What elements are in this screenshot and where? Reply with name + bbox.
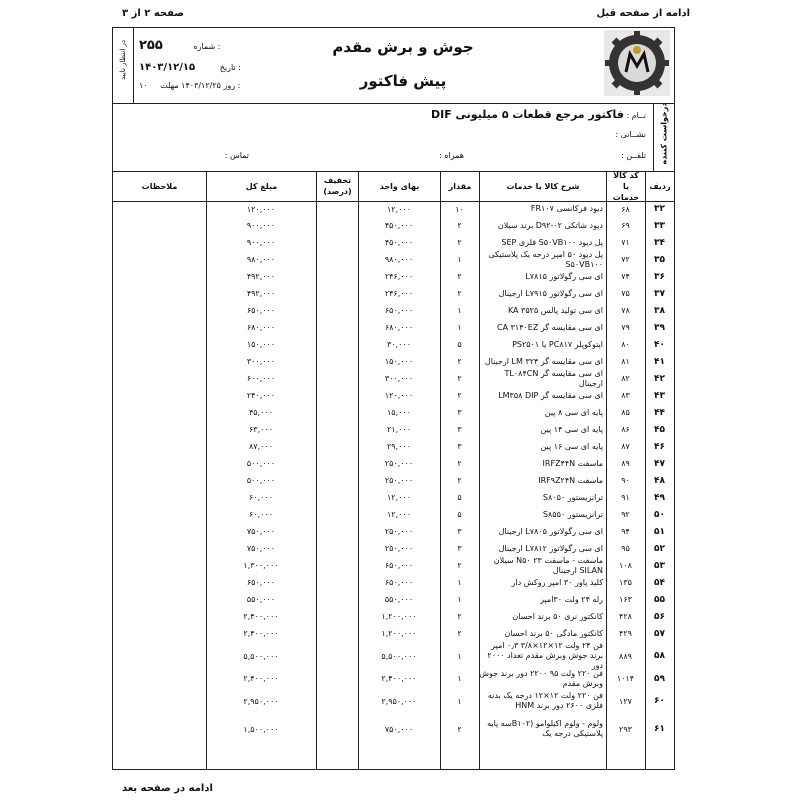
date-value: ۱۴۰۳/۱۲/۱۵ [139, 62, 196, 73]
cell-qty: ۲ [457, 221, 462, 230]
cell-row: ۴۴ [654, 407, 665, 418]
cell-desc: پایه ای سی ۱۴ پین [540, 424, 603, 434]
deadline-value: ۱۰ روز ۱۴۰۳/۱۲/۲۵ [139, 81, 236, 90]
cell-row: ۵۴ [654, 577, 665, 588]
cell-qty: ۲ [457, 289, 462, 298]
cell-code: ۹۵ [621, 544, 630, 553]
table-row [113, 540, 674, 557]
continued-from-label: ادامه از صفحه قبل [596, 8, 690, 19]
page-number: صفحه ۲ از ۳ [122, 8, 184, 19]
cell-total: ۱۲۰,۰۰۰ [246, 204, 276, 214]
cell-qty: ۳ [457, 408, 462, 417]
cell-code: ۹۱ [621, 493, 630, 502]
cell-qty: ۵ [457, 510, 462, 519]
cell-total: ۶۵۰,۰۰۰ [246, 578, 276, 587]
cell-desc: ماسفت IRFZ۴۴N [542, 458, 603, 468]
cell-code: ۸۳ [621, 391, 630, 400]
cell-total: ۲,۴۰۰,۰۰۰ [243, 612, 279, 621]
cell-row: ۵۳ [654, 560, 665, 571]
cell-qty: ۲ [457, 476, 462, 485]
cell-total: ۵۰۰,۰۰۰ [246, 476, 276, 485]
cell-code: ۷۲ [621, 255, 630, 264]
cell-qty: ۱ [457, 306, 462, 315]
customer-name-field [431, 108, 646, 121]
cell-unit: ۲۵۰,۰۰۰ [384, 527, 414, 536]
cell-qty: ۲ [457, 629, 462, 638]
header-description: شرح کالا یا خدمات [479, 171, 606, 201]
cell-desc: ای سی مقایسه گر CA ۳۱۴۰EZ [497, 322, 603, 332]
cell-row: ۴۹ [654, 492, 665, 503]
table-row [113, 489, 674, 506]
cell-code: ۱۳۵ [619, 578, 632, 587]
cell-row: ۵۲ [654, 543, 665, 554]
phone-field [621, 151, 646, 160]
contact-field [225, 151, 249, 160]
cell-unit: ۱۲,۰۰۰ [386, 510, 412, 519]
cell-qty: ۱ [457, 255, 462, 264]
invoice-header [113, 28, 674, 104]
table-row [113, 319, 674, 336]
customer-section [113, 103, 674, 172]
cell-desc: ترانزیستور S۸۵۵۰ [542, 509, 603, 519]
table-row [113, 234, 674, 251]
cell-qty: ۳ [457, 527, 462, 536]
cell-row: ۵۵ [654, 594, 665, 605]
cell-row: ۴۱ [654, 356, 665, 367]
cell-total: ۴۹۲,۰۰۰ [246, 289, 276, 298]
table-row [113, 670, 674, 687]
cell-desc: ای سی رگولاتور L۷۸۱۲ ارجینال [498, 543, 603, 553]
header-code: کد کالا یا خدمات [606, 171, 645, 201]
cell-code: ۸۹ [621, 459, 630, 468]
cell-code: ۸۸۹ [619, 651, 632, 661]
cell-code: ۹۴ [621, 527, 630, 536]
cell-unit: ۲,۴۰۰,۰۰۰ [381, 674, 417, 683]
cell-desc: ای سی رگولاتور L۷۹۱۵ ارجینال [498, 288, 603, 298]
cell-unit: ۶۵۰,۰۰۰ [384, 306, 414, 315]
cell-unit: ۲۹,۰۰۰ [386, 442, 412, 451]
cell-row: ۵۷ [654, 628, 665, 639]
cell-row: ۳۹ [654, 322, 665, 333]
cell-row: ۴۸ [654, 475, 665, 486]
cell-desc: کلید پاور ۳۰ امپر روکش دار [511, 577, 603, 587]
cell-unit: ۷۵۰,۰۰۰ [384, 724, 414, 734]
cell-row: ۳۶ [654, 271, 665, 282]
cell-qty: ۵ [457, 493, 462, 502]
cell-desc: کانکتور مادگی ۵۰ برند احسان [504, 628, 603, 638]
cell-row: ۴۰ [654, 339, 665, 350]
cell-qty: ۱۰ [455, 204, 464, 214]
cell-total: ۶۰,۰۰۰ [248, 510, 274, 519]
cell-code: ۱۶۳ [619, 595, 632, 604]
cell-row: ۴۶ [654, 441, 665, 452]
cell-code: ۹۰ [621, 476, 630, 485]
cell-qty: ۳ [457, 442, 462, 451]
cell-desc: کانکتور نری ۵۰ برند احسان [512, 611, 603, 621]
cell-row: ۳۳ [654, 220, 665, 231]
cell-total: ۹۰۰,۰۰۰ [246, 221, 276, 230]
header-discount: تخفیف (درصد) [316, 171, 358, 201]
name-label: نــام : [626, 111, 646, 120]
cell-total: ۳۰۰,۰۰۰ [246, 357, 276, 366]
cell-code: ۷۹ [621, 323, 630, 332]
cell-row: ۵۰ [654, 509, 665, 520]
date-field [139, 62, 241, 73]
cell-unit: ۱,۲۰۰,۰۰۰ [381, 612, 417, 621]
cell-unit: ۴۵۰,۰۰۰ [384, 238, 414, 247]
header-row: ردیف [645, 171, 674, 201]
cell-row: ۴۳ [654, 390, 665, 401]
cell-row: ۴۷ [654, 458, 665, 469]
cell-desc: ای سی تولید پالس KA ۳۵۲۵ [507, 305, 603, 315]
cell-desc: فن ۲۴ ولت ۱۲×۱۲×۳/۸ ۰٫۳ امپر برند جوش وبرش مقدم تعداد ۲۰۰۰ دور [487, 641, 603, 670]
mobile-field [439, 151, 464, 160]
cell-total: ۱۵۰,۰۰۰ [246, 340, 276, 349]
cell-qty: ۲ [457, 238, 462, 247]
cell-total: ۲,۴۰۰,۰۰۰ [243, 629, 279, 638]
table-row [113, 217, 674, 234]
cell-qty: ۱ [457, 674, 462, 683]
cell-desc: ماسفت IRF۹Z۲۴N [538, 475, 603, 485]
cell-unit: ۱۵۰,۰۰۰ [384, 357, 414, 366]
cell-total: ۲,۹۵۰,۰۰۰ [243, 696, 279, 706]
phone-label: تلفــن : [621, 151, 646, 160]
cell-unit: ۱۲,۰۰۰ [386, 204, 412, 214]
table-row [113, 642, 674, 670]
cell-desc: دیود شاتکی D۹۲-۰۲ برند سیلان [497, 220, 603, 230]
cell-unit: ۵۵۰,۰۰۰ [384, 595, 414, 604]
header-notes: ملاحظات [141, 181, 178, 191]
cell-qty: ۲ [457, 391, 462, 400]
cell-qty: ۲ [457, 357, 462, 366]
cell-total: ۶۸۰,۰۰۰ [246, 323, 276, 332]
cell-code: ۸۵ [621, 408, 630, 417]
cell-code: ۷۱ [621, 238, 630, 247]
cell-unit: ۴۵۰,۰۰۰ [384, 221, 414, 230]
deadline-label: مهلت : [160, 81, 241, 90]
address-field [615, 130, 646, 139]
table-row [113, 574, 674, 591]
cell-code: ۴۲۹ [619, 629, 632, 638]
cell-desc: ای سی مقایسه گر LM۳۵۸ DIP [498, 390, 603, 400]
cell-code: ۸۶ [621, 425, 630, 434]
table-row [113, 472, 674, 489]
cell-desc: فن ۲۲۰ ولت ۹۵ ۲۲۰۰ دور برند جوش وبرش مقدم [479, 668, 603, 688]
cell-desc: پایه ای سی ۸ پین [544, 407, 603, 417]
contact-label: تماس : [224, 151, 249, 160]
cell-unit: ۱۲۰,۰۰۰ [384, 391, 414, 400]
cell-code: ۱۰۸ [619, 561, 632, 570]
cell-qty: ۱ [457, 651, 462, 661]
cell-unit: ۵,۵۰۰,۰۰۰ [381, 651, 417, 661]
cell-total: ۱,۵۰۰,۰۰۰ [243, 724, 279, 734]
cell-code: ۲۹۳ [619, 724, 632, 734]
cell-row: ۵۶ [654, 611, 665, 622]
header-unit-price: بهای واحد [358, 171, 440, 201]
cell-code: ۴۲۸ [619, 612, 632, 621]
cell-total: ۵,۵۰۰,۰۰۰ [243, 651, 279, 661]
cell-code: ۶۸ [621, 204, 630, 214]
cell-qty: ۲ [457, 561, 462, 570]
cell-row: ۴۵ [654, 424, 665, 435]
cell-total: ۶۰۰,۰۰۰ [246, 374, 276, 383]
cell-code: ۸۷ [621, 442, 630, 451]
name-value: فاکتور مرجع قطعات ۵ میلیونی DIF [430, 108, 624, 121]
cell-desc: رله ۲۴ ولت ۳۰امپر [540, 594, 603, 604]
cell-unit: ۱۲,۰۰۰ [386, 493, 412, 502]
table-row [113, 387, 674, 404]
cell-unit: ۲۵۰,۰۰۰ [384, 476, 414, 485]
cell-code: ۶۹ [621, 221, 630, 230]
cell-code: ۷۴ [621, 272, 630, 281]
number-label: شماره : [193, 42, 221, 51]
cell-desc: اپتوکوپلر PC۸۱۷ یا PS۲۵۰۱ [512, 339, 603, 349]
table-row [113, 421, 674, 438]
cell-row: ۳۷ [654, 288, 665, 299]
cell-total: ۴۹۲,۰۰۰ [246, 272, 276, 281]
cell-code: ۸۲ [621, 374, 630, 383]
cell-unit: ۲۵۰,۰۰۰ [384, 459, 414, 468]
table-row [113, 201, 674, 217]
mobile-label: همراه : [439, 151, 464, 160]
cell-row: ۶۱ [654, 724, 665, 734]
cell-total: ۹۸۰,۰۰۰ [246, 255, 276, 264]
company-name: جوش و برش مقدم [332, 38, 474, 56]
cell-row: ۳۵ [654, 254, 665, 265]
cell-total: ۹۰۰,۰۰۰ [246, 238, 276, 247]
cell-desc: ولوم - ولوم اکیلوامو (B۱۰۲سه پایه پلاستیکی درجه یک [487, 719, 603, 738]
cell-total: ۵۰۰,۰۰۰ [246, 459, 276, 468]
cell-row: ۶۰ [654, 696, 665, 706]
cell-qty: ۳ [457, 544, 462, 553]
cell-total: ۲,۴۰۰,۰۰۰ [243, 674, 279, 683]
cell-qty: ۲ [457, 724, 462, 734]
cell-unit: ۱۵,۰۰۰ [386, 408, 412, 417]
cell-row: ۳۲ [654, 204, 665, 214]
cell-total: ۶۳,۰۰۰ [248, 425, 274, 434]
cell-unit: ۳۰۰,۰۰۰ [384, 374, 414, 383]
table-row [113, 438, 674, 455]
cell-total: ۷۵۰,۰۰۰ [246, 544, 276, 553]
company-logo-icon [604, 30, 670, 96]
table-row [113, 687, 674, 715]
cell-code: ۷۸ [621, 306, 630, 315]
cell-unit: ۳۰,۰۰۰ [386, 340, 412, 349]
cell-qty: ۲ [457, 612, 462, 621]
cell-desc: ای سی مقایسه گر TL۰۸۴CN ارجینال [504, 368, 603, 388]
table-row [113, 302, 674, 319]
cell-total: ۱,۳۰۰,۰۰۰ [243, 561, 279, 570]
customer-side-label: درخواست کننده [653, 103, 674, 171]
cell-total: ۵۵۰,۰۰۰ [246, 595, 276, 604]
cell-code: ۱۲۷ [619, 696, 632, 706]
cell-total: ۶۵۰,۰۰۰ [246, 306, 276, 315]
cell-total: ۴۵,۰۰۰ [248, 408, 274, 417]
table-row [113, 404, 674, 421]
cell-code: ۱۰۱۴ [616, 674, 635, 683]
cell-desc: ترانزیستور S۸۰۵۰ [542, 492, 603, 502]
table-row [113, 353, 674, 370]
cell-code: ۷۵ [621, 289, 630, 298]
document-title: پیش فاکتور [359, 72, 447, 90]
table-row [113, 523, 674, 540]
table-row [113, 557, 674, 574]
approval-stamp: در انتظار تایید [113, 28, 134, 103]
cell-unit: ۶۵۰,۰۰۰ [384, 578, 414, 587]
cell-unit: ۱,۲۰۰,۰۰۰ [381, 629, 417, 638]
cell-total: ۲۴۰,۰۰۰ [246, 391, 276, 400]
cell-unit: ۶۵۰,۰۰۰ [384, 561, 414, 570]
cell-unit: ۹۸۰,۰۰۰ [384, 255, 414, 264]
date-label: تاریخ : [219, 63, 241, 72]
cell-qty: ۵ [457, 340, 462, 349]
cell-desc: فن ۲۲۰ ولت ۱۲×۱۲ درجه یک بدنه فلزی ۲۶۰۰ دور برند HNM [487, 691, 603, 710]
address-label: نشــانی : [615, 130, 646, 139]
table-row [113, 715, 674, 743]
cell-qty: ۱ [457, 323, 462, 332]
table-row [113, 336, 674, 353]
cell-unit: ۲۱,۰۰۰ [386, 425, 412, 434]
items-table-header [113, 171, 674, 202]
cell-desc: ای سی مقایسه گر ۳۲۴ LM ارجینال [484, 356, 603, 366]
cell-desc: ای سی رگولاتور L۷۸۰۵ ارجینال [498, 526, 603, 536]
cell-total: ۷۵۰,۰۰۰ [246, 527, 276, 536]
cell-desc: پل دیود ۵۰ امپر درجه یک پلاستیکی S۵۰VB۱۰۰ [488, 249, 603, 269]
cell-desc: پایه ای سی ۱۶ پین [540, 441, 603, 451]
table-row [113, 591, 674, 608]
cell-code: ۸۰ [621, 340, 630, 349]
continued-to-label: ادامه در صفحه بعد [122, 783, 213, 794]
cell-unit: ۲,۹۵۰,۰۰۰ [381, 696, 417, 706]
cell-desc: پل دیود S۵۰VB۱۰۰ فلزی SEP [501, 237, 603, 247]
table-row [113, 370, 674, 387]
cell-qty: ۲ [457, 272, 462, 281]
cell-code: ۸۱ [621, 357, 630, 366]
cell-unit: ۲۴۶,۰۰۰ [384, 289, 414, 298]
cell-total: ۸۷,۰۰۰ [248, 442, 274, 451]
cell-qty: ۲ [457, 374, 462, 383]
cell-code: ۹۲ [621, 510, 630, 519]
deadline-field [139, 81, 240, 90]
cell-qty: ۳ [457, 425, 462, 434]
cell-row: ۳۴ [654, 237, 665, 248]
table-row [113, 506, 674, 523]
table-row [113, 251, 674, 268]
table-row [113, 285, 674, 302]
invoice-frame [112, 27, 675, 770]
cell-total: ۶۰,۰۰۰ [248, 493, 274, 502]
number-field [139, 38, 220, 53]
cell-row: ۵۱ [654, 526, 665, 537]
cell-qty: ۱ [457, 578, 462, 587]
cell-row: ۵۹ [654, 673, 665, 684]
cell-row: ۳۸ [654, 305, 665, 316]
cell-unit: ۲۵۰,۰۰۰ [384, 544, 414, 553]
cell-qty: ۲ [457, 459, 462, 468]
cell-unit: ۲۴۶,۰۰۰ [384, 272, 414, 281]
header-total: مبلغ کل [206, 171, 316, 201]
cell-row: ۴۲ [654, 373, 665, 384]
table-row [113, 608, 674, 625]
header-qty: مقدار [440, 171, 479, 201]
cell-unit: ۶۸۰,۰۰۰ [384, 323, 414, 332]
table-row [113, 268, 674, 285]
cell-qty: ۱ [457, 696, 462, 706]
cell-qty: ۱ [457, 595, 462, 604]
cell-row: ۵۸ [654, 651, 665, 661]
cell-desc: دیود فرکانسی FR۱۰۷ [530, 204, 603, 213]
cell-desc: ماسفت - ماسفت N۵۰ ۲۳ سیلان SILAN ارجینال [493, 555, 603, 575]
table-row [113, 455, 674, 472]
table-row [113, 625, 674, 642]
number-value: ۲۵۵ [139, 38, 163, 53]
cell-desc: ای سی رگولاتور L۷۸۱۵ [525, 271, 603, 281]
